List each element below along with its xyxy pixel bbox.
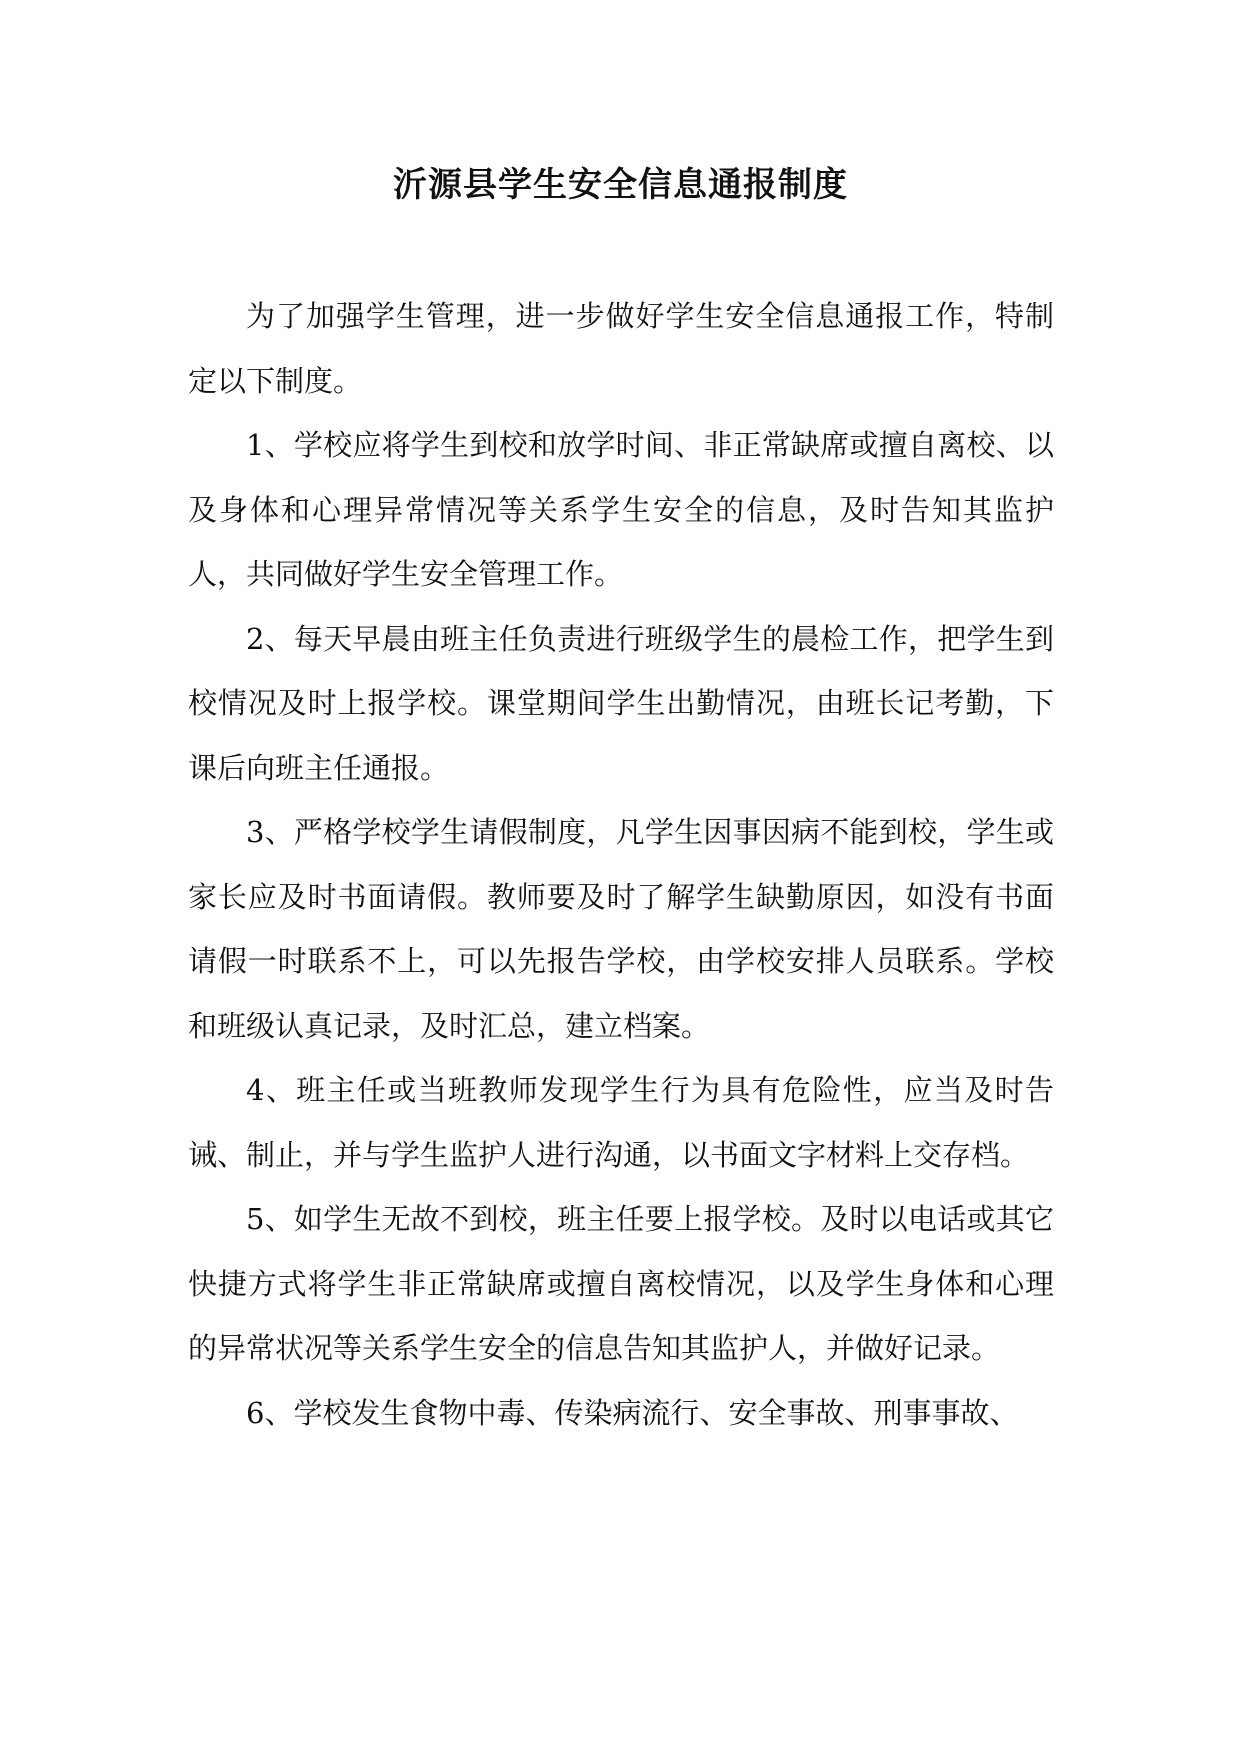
paragraph-item-5: 5、如学生无故不到校，班主任要上报学校。及时以电话或其它快捷方式将学生非正常缺席或擅自离校情况，以及学生身体和心理的异常状况等关系学生安全的信息告知其监护人，并做好记录。 [188, 1202, 1054, 1365]
paragraph-item-1: 1、学校应将学生到校和放学时间、非正常缺席或擅自离校、以及身体和心理异常情况等关系学生安全的信息，及时告知其监护人，共同做好学生安全管理工作。 [188, 428, 1054, 591]
paragraph-item-3: 3、严格学校学生请假制度，凡学生因事因病不能到校，学生或家长应及时书面请假。教师要及时了解学生缺勤原因，如没有书面请假一时联系不上，可以先报告学校，由学校安排人员联系。学校和班级认真记录，及时汇总，建立档案。 [188, 815, 1054, 1043]
document-title: 沂源县学生安全信息通报制度 [393, 165, 848, 205]
document-body [188, 284, 1054, 1445]
paragraph-intro: 为了加强学生管理，进一步做好学生安全信息通报工作，特制定以下制度。 [188, 299, 1054, 398]
paragraph-item-2: 2、每天早晨由班主任负责进行班级学生的晨检工作，把学生到校情况及时上报学校。课堂期间学生出勤情况，由班长记考勤，下课后向班主任通报。 [188, 621, 1054, 785]
paragraph-item-6: 6、学校发生食物中毒、传染病流行、安全事故、刑事事故、 [246, 1395, 1019, 1430]
paragraph-item-4: 4、班主任或当班教师发现学生行为具有危险性，应当及时告诫、制止，并与学生监护人进行沟通，以书面文字材料上交存档。 [188, 1073, 1054, 1172]
